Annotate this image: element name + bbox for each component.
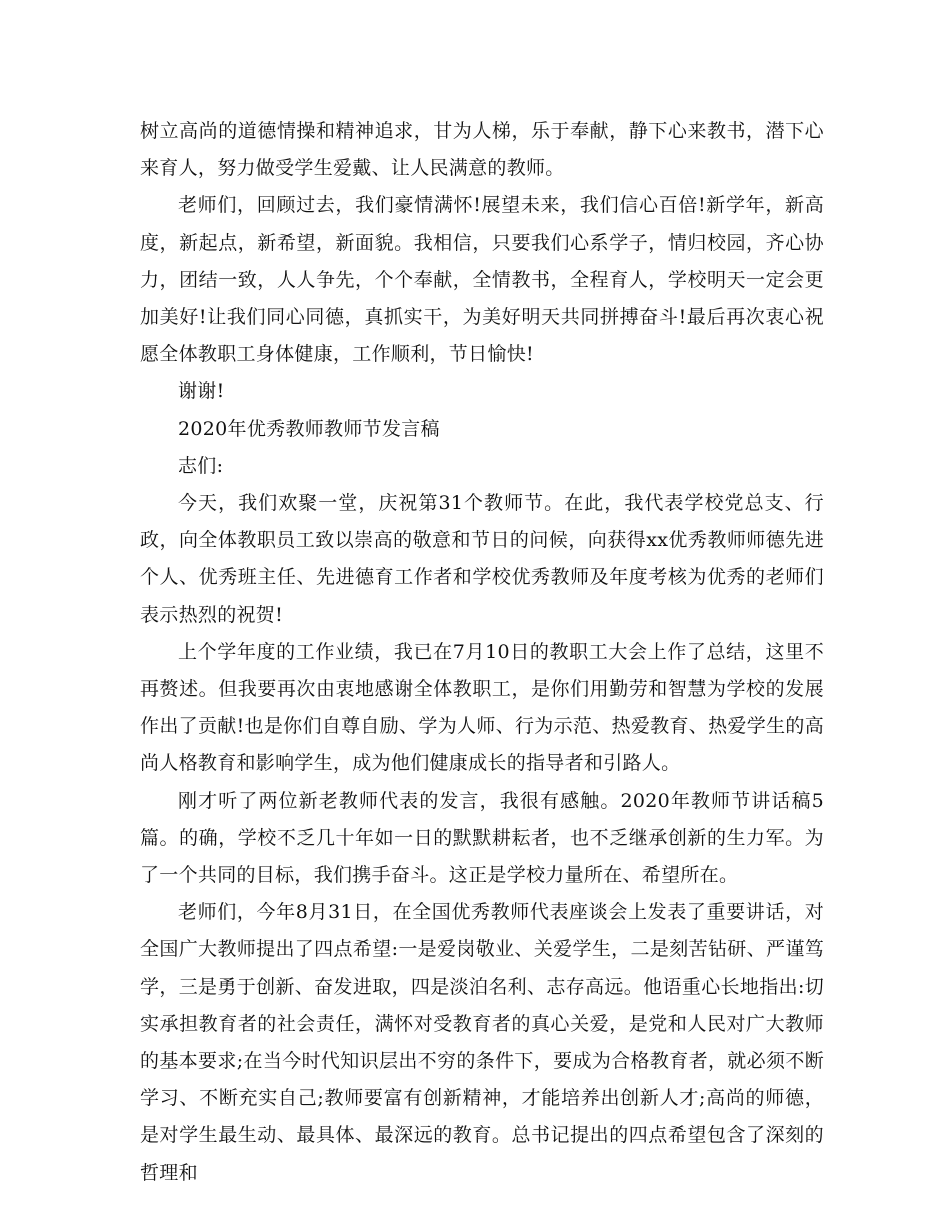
paragraph-8: 刚才听了两位新老教师代表的发言，我很有感触。2020年教师节讲话稿5篇。的确，学校不乏几十年如一日的默默耕耘者，也不乏继承创新的生力军。为了一个共同的目标，我们携手奋斗。这正是学校力量所在、希望所在。 [140,789,824,887]
paragraph-6: 今天，我们欢聚一堂，庆祝第31个教师节。在此，我代表学校党总支、行政，向全体教职员工致以崇高的敬意和节日的问候，向获得xx优秀教师师德先进个人、优秀班主任、先进德育工作者和学校优秀教师及年度考核为优秀的老师们表示热烈的祝贺! [140,492,824,626]
paragraph-3: 谢谢! [178,380,225,403]
paragraph-1: 树立高尚的道德情操和精神追求，甘为人梯，乐于奉献，静下心来教书，潜下心来育人，努力做受学生爱戴、让人民满意的教师。 [140,120,824,180]
paragraph-9: 老师们，今年8月31日，在全国优秀教师代表座谈会上发表了重要讲话，对全国广大教师提出了四点希望:一是爱岗敬业、关爱学生，二是刻苦钻研、严谨笃学，三是勇于创新、奋发进取，四是淡泊名利、志存高远。他语重心长地指出:切实承担教育者的社会责任，满怀对受教育者的真心关爱，是党和人民对广大教师的基本要求;在当今时代知识层出不穷的条件下，要成为合格教育者，就必须不断学习、不断充实自己;教师要富有创新精神，才能培养出创新人才;高尚的师德，是对学生最生动、最具体、最深远的教育。总书记提出的四点希望包含了深刻的哲理和 [140,901,824,1184]
paragraph-2: 老师们，回顾过去，我们豪情满怀!展望未来，我们信心百倍!新学年，新高度，新起点，新希望，新面貌。我相信，只要我们心系学子，情归校园，齐心协力，团结一致，人人争先，个个奉献，全情教书，全程育人，学校明天一定会更加美好!让我们同心同德，真抓实干，为美好明天共同拼搏奋斗!最后再次衷心祝愿全体教职工身体健康，工作顺利，节日愉快! [140,194,824,366]
section-title: 2020年优秀教师教师节发言稿 [178,417,440,440]
document-body [140,113,824,1192]
paragraph-7: 上个学年度的工作业绩，我已在7月10日的教职工大会上作了总结，这里不再赘述。但我要再次由衷地感谢全体教职工，是你们用勤劳和智慧为学校的发展作出了贡献!也是你们自尊自励、学为人师、行为示范、热爱教育、热爱学生的高尚人格教育和影响学生，成为他们健康成长的指导者和引路人。 [140,640,824,775]
salutation: 志们: [178,454,224,477]
